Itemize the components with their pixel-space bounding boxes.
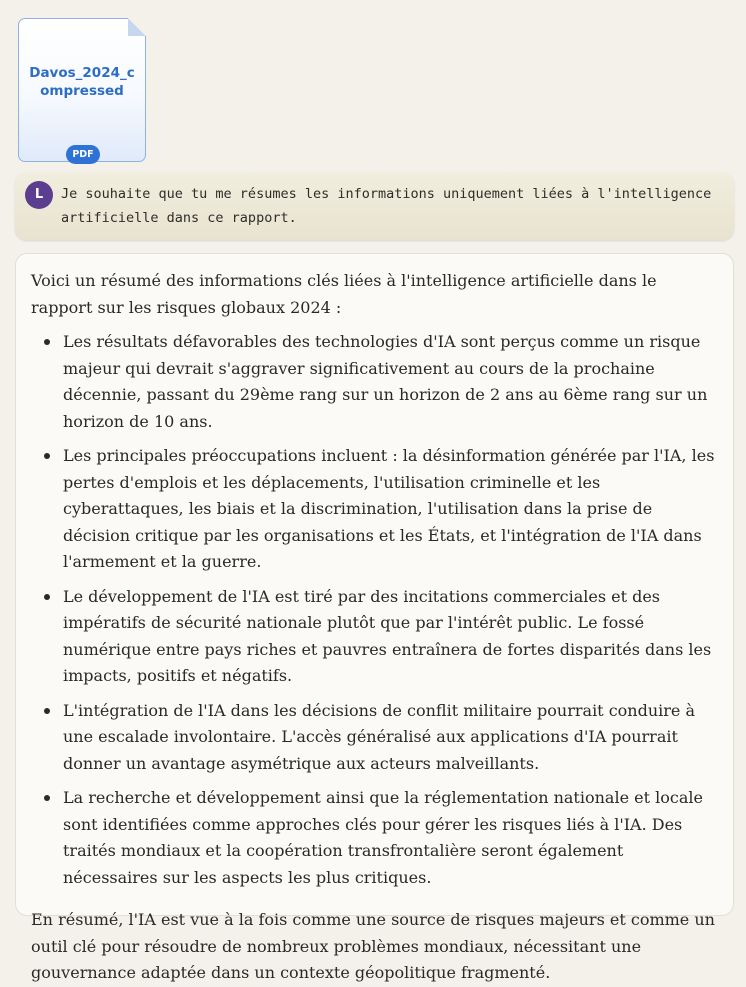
bullet-icon (44, 594, 50, 600)
list-item (31, 443, 719, 576)
list-item-text: L'intégration de l'IA dans les décisions de conflit militaire pourrait conduire à une escalade involontaire. L'accès généralisé aux applications d'IA pourrait donner un avantage asymétrique aux acteurs malveillants. (63, 700, 695, 773)
list-item-text: Les résultats défavorables des technologies d'IA sont perçus comme un risque majeur qui devrait s'aggraver significativement au cours de la prochaine décennie, passant du 29ème rang sur un horizon de 2 ans au 6ème rang sur un horizon de 10 ans. (63, 332, 708, 431)
list-item-text: Le développement de l'IA est tiré par des incitations commerciales et des impératifs de sécurité nationale plutôt que par l'intérêt public. Le fossé numérique entre pays riches et pauvres entraînera de fortes disparités dans les impacts, positifs et négatifs. (63, 586, 712, 685)
list-item-text: La recherche et développement ainsi que la réglementation nationale et locale sont identifiées comme approches clés pour gérer les risques liés à l'IA. Des traités mondiaux et la coopération transfrontalière seront également nécessaires sur les aspects les plus critiques. (63, 788, 703, 887)
response-conclusion: En résumé, l'IA est vue à la fois comme une source de risques majeurs et comme un outil clé pour résoudre de nombreux problèmes mondiaux, nécessitant une gouvernance adaptée dans un contexte géopolitique fragmenté. (31, 910, 715, 982)
list-item-text: Les principales préoccupations incluent : la désinformation générée par l'IA, les pertes d'emplois et les déplacements, l'utilisation criminelle et les cyberattaques, les biais et la discrimination, l'utilisation dans la prise de décision critique par les organisations et les États, et l'intégration de l'IA dans l'armement et la guerre. (63, 446, 715, 571)
bullet-icon (44, 339, 50, 345)
list-item (31, 329, 719, 435)
pdf-badge: PDF (66, 145, 100, 164)
user-message-text: Je souhaite que tu me résumes les informations uniquement liées à l'intelligence artificielle dans ce rapport. (61, 186, 712, 226)
user-message (15, 172, 734, 240)
bullet-icon (44, 453, 50, 459)
response-intro: Voici un résumé des informations clés liées à l'intelligence artificielle dans le rapport sur les risques globaux 2024 : (31, 271, 657, 317)
page-fold-icon (128, 18, 146, 36)
bullet-icon (44, 708, 50, 714)
bullet-icon (44, 795, 50, 801)
list-item (31, 584, 719, 690)
response-bullet-list (31, 329, 719, 891)
list-item (31, 785, 719, 891)
attachment-filename: Davos_2024_compressed (29, 65, 135, 99)
pdf-attachment-card[interactable] (18, 18, 146, 162)
assistant-response (15, 253, 734, 982)
user-avatar: L (25, 181, 53, 209)
list-item (31, 698, 719, 778)
